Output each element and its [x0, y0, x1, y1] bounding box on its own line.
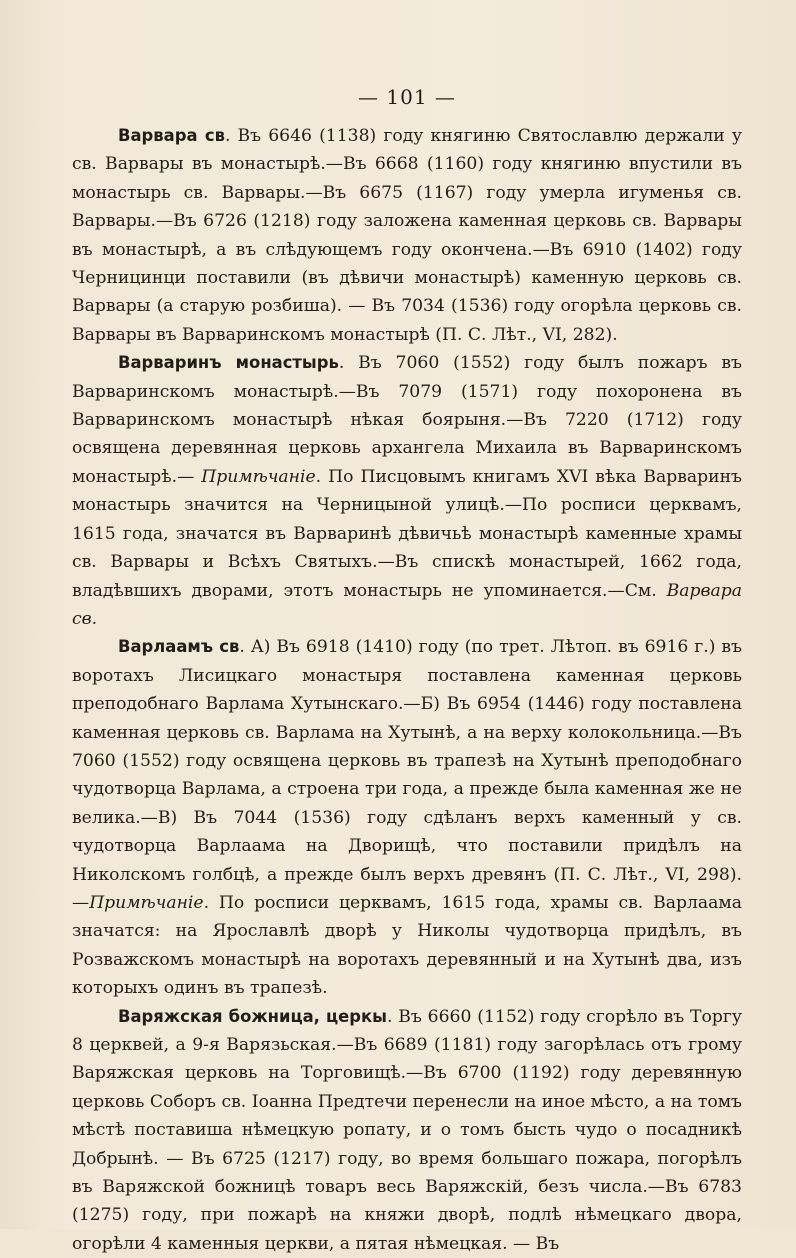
note-label: Примѣчаніе — [89, 892, 204, 913]
page-number: — 101 — — [358, 85, 456, 109]
entry-text: . Въ 7060 (1552) году былъ пожаръ въ Варваринскомъ монастырѣ.—Въ 7079 (1571) году похоронена въ Варваринскомъ монастырѣ нѣкая боярыня.—Въ 7220 (1712) году освящена деревянная церковь архангела Михаила въ Варваринскомъ монастырѣ.— — [72, 353, 742, 487]
headword: Варвара св — [118, 126, 225, 145]
entry-text: . Въ 6646 (1138) году княгиню Святославлю держали у св. Варвары въ монастырѣ.—Въ 6668 (1160) году княгиню впустили въ монастырь св. Варвары.—Въ 6675 (1167) году умерла игуменья св. Варвары.—Въ 6726 (1218) году заложена каменная церковь св. Варвары въ монастырѣ, а въ слѣдующемъ году окончена.—Въ 6910 (1402) году Черницинци поставили (въ дѣвичи монастырѣ) каменную церковь св. Варвары (а старую розбиша). — Въ 7034 (1536) году огорѣла церковь св. Варвары въ Варваринскомъ монастырѣ (П. С. Лѣт., VI, 282). — [72, 126, 742, 345]
text-body — [72, 122, 742, 1258]
entry-text: . А) Въ 6918 (1410) году (по трет. Лѣтоп. въ 6916 г.) въ воротахъ Лисицкаго монастыря поставлена каменная церковь преподобнаго Варлама Хутынскаго.—Б) Въ 6954 (1446) году поставлена каменная церковь св. Варлама на Хутынѣ, а на верху колокольница.—Въ 7060 (1552) году освящена церковь въ трапезѣ на Хутынѣ преподобнаго чудотворца Варлама, а строена три года, а прежде была каменная же не велика.—В) Въ 7044 (1536) году сдѣланъ верхъ каменный у св. чудотворца Варлаама на Дворищѣ, что поставили придѣлъ на Николскомъ голбцѣ, а прежде былъ верхъ древянъ (П. С. Лѣт., VI, 298).— — [72, 637, 742, 913]
entry-varyazhskaya-bozhnitsa — [72, 1003, 742, 1258]
note-label: Примѣчаніе — [201, 466, 316, 487]
entry-varlaam — [72, 633, 742, 1002]
headword: Варяжская божница, церкы — [118, 1006, 387, 1026]
entry-varvarin-monastery — [72, 349, 742, 633]
headword: Варваринъ монастырь — [118, 353, 339, 373]
entry-text: . Въ 6660 (1152) году сгорѣло въ Торгу 8 церквей, а 9-я Варязьская.—Въ 6689 (1181) году загорѣлась отъ грому Варяжская церковь на Торговищѣ.—Въ 6700 (1192) году деревянную церковь Соборъ св. Іоанна Предтечи перенесли на иное мѣсто, а на томъ мѣстѣ поставиша нѣмецкую ропату, и о томъ бысть чудо о посадникѣ Добрынѣ. — Въ 6725 (1217) году, во время большаго пожара, погорѣлъ въ Варяжской божницѣ товаръ весь Варяжскій, безъ числа.—Въ 6783 (1275) году, при пожарѣ на княжи дворѣ, подлѣ нѣмецкаго двора, огорѣли 4 каменныя церкви, а пятая нѣмецкая. — Въ — [72, 1006, 742, 1254]
entry-text: . По росписи церквамъ, 1615 года, храмы св. Варлаама значатся: на Ярославлѣ дворѣ у Николы чудотворца придѣлъ, въ Розважскомъ монастырѣ на воротахъ деревянный и на Хутынѣ два, изъ которыхъ одинъ въ трапезѣ. — [72, 892, 742, 999]
entry-varvara — [72, 122, 742, 349]
cross-reference: Варвара св. — [72, 580, 742, 629]
headword: Варлаамъ св — [118, 637, 240, 657]
entry-text: . По Писцовымъ книгамъ XVI вѣка Варваринъ монастырь значится на Черницыной улицѣ.—По росписи церквамъ, 1615 года, значатся въ Варваринѣ дѣвичьѣ монастырѣ каменные храмы св. Варвары и Всѣхъ Святыхъ.—Въ спискѣ монастырей, 1662 года, владѣвшихъ дворами, этотъ монастырь не упоминается.—См. — [72, 466, 742, 601]
